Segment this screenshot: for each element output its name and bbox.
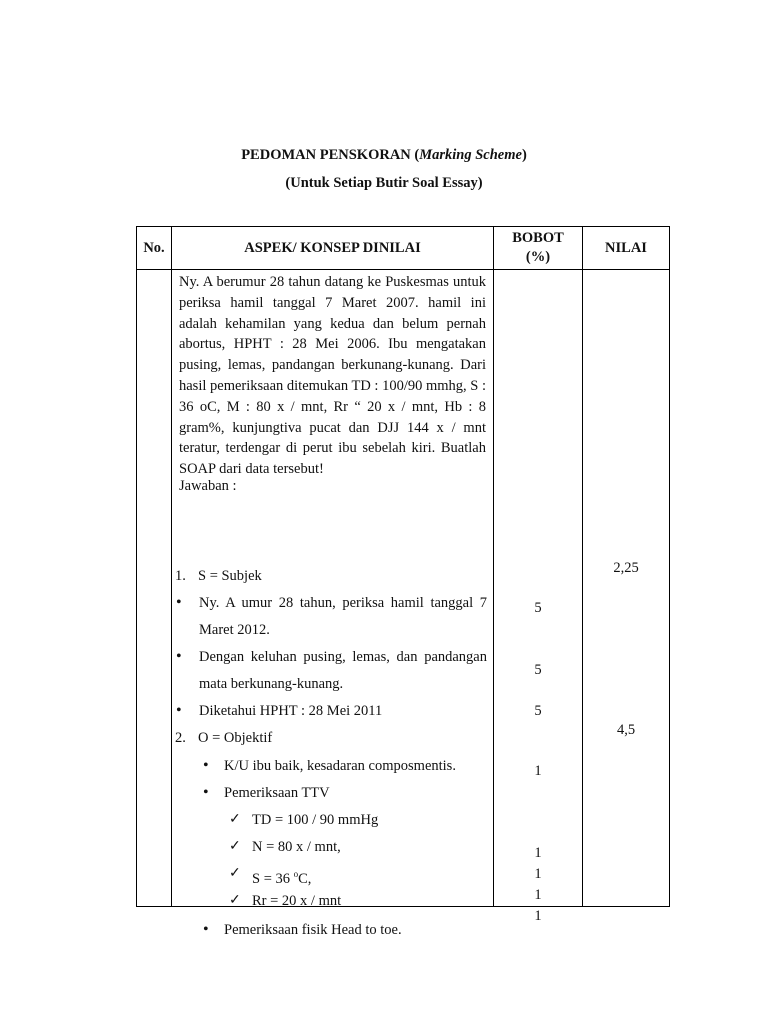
bullet-icon: • (176, 702, 182, 719)
ttv-item-suffix: C, (298, 870, 312, 887)
question-text: Ny. A berumur 28 tahun datang ke Puskesmas untuk periksa hamil tanggal 7 Maret 2007. hamil ini adalah kehamilan yang kedua dan belum pernah abortus, HPHT : 28 Mei 2006. Ibu mengatakan pusing, lemas, pandangan berkunang-kunang. Dari hasil pemeriksaan ditemukan TD : 100/90 mmhg, S : 36 oC, M : 80 x / mnt, Rr “ 20 x / mnt, Hb : 8 gram%, kunjungtiva pucat dan DJJ 144 x / mnt teratur, terdengar di perut ibu sebelah kiri. Buatlah SOAP dari data tersebut! (179, 274, 487, 478)
section-number: 1. (175, 568, 186, 584)
ttv-item: N = 80 x / mnt, (252, 839, 341, 855)
cell-no (137, 270, 172, 907)
bobot-value: 1 (534, 887, 542, 903)
bobot-value: 5 (534, 600, 542, 616)
title-italic: Marking Scheme (419, 147, 522, 163)
list-item: Pemeriksaan TTV (224, 785, 330, 801)
bobot-value: 1 (534, 763, 542, 779)
bullet-icon: • (176, 594, 182, 611)
bullet-icon: • (203, 757, 209, 774)
checkmark-icon: ✓ (229, 812, 241, 827)
ttv-item (252, 864, 311, 889)
header-bobot (494, 227, 583, 270)
list-item: Dengan keluhan pusing, lemas, dan pandangan (199, 649, 487, 665)
list-item-cont: Maret 2012. (199, 622, 270, 638)
list-item: Pemeriksaan fisik Head to toe. (224, 922, 402, 938)
list-item: Ny. A umur 28 tahun, periksa hamil tanggal 7 (199, 595, 487, 611)
title-close: ) (521, 147, 527, 163)
bobot-value: 5 (534, 662, 542, 678)
page-title (0, 147, 768, 164)
header-aspek: ASPEK/ KONSEP DINILAI (172, 227, 494, 270)
bobot-value: 1 (534, 866, 542, 882)
table-row (137, 270, 670, 907)
bullet-icon: • (203, 784, 209, 801)
bullet-icon: • (203, 921, 209, 938)
bullet-icon: • (176, 648, 182, 665)
header-nilai: NILAI (583, 227, 670, 270)
cell-aspek (172, 270, 494, 938)
section-label-subjek: S = Subjek (198, 568, 262, 584)
section-label-objektif: O = Objektif (198, 730, 273, 746)
list-item: Diketahui HPHT : 28 Mei 2011 (199, 703, 383, 719)
checkmark-icon: ✓ (229, 839, 241, 854)
ttv-item: TD = 100 / 90 mmHg (252, 812, 379, 828)
degree-sup: o (293, 869, 299, 879)
nilai-value: 2,25 (613, 560, 639, 576)
answer-label: Jawaban : (179, 478, 237, 494)
bobot-value: 5 (534, 703, 542, 719)
nilai-value: 4,5 (616, 722, 636, 738)
header-bobot-line1: BOBOT (512, 230, 564, 246)
list-item-cont: mata berkunang-kunang. (199, 676, 344, 692)
marking-scheme-table (136, 226, 670, 938)
table-header-row (137, 227, 670, 270)
bobot-value: 1 (534, 845, 542, 861)
cell-bobot (494, 270, 583, 924)
header-bobot-line2: (%) (525, 249, 551, 265)
page-subtitle: (Untuk Setiap Butir Soal Essay) (285, 175, 483, 191)
ttv-item: Rr = 20 x / mnt (252, 893, 342, 909)
title-text: PEDOMAN PENSKORAN ( (241, 147, 420, 163)
header-no: No. (137, 227, 172, 270)
cell-nilai (583, 270, 670, 907)
ttv-item-prefix: S = 36 (252, 870, 294, 887)
list-item: K/U ibu baik, kesadaran composmentis. (224, 758, 456, 774)
checkmark-icon: ✓ (229, 866, 241, 881)
checkmark-icon: ✓ (229, 893, 241, 908)
bobot-value: 1 (534, 908, 542, 924)
section-number: 2. (175, 730, 186, 746)
